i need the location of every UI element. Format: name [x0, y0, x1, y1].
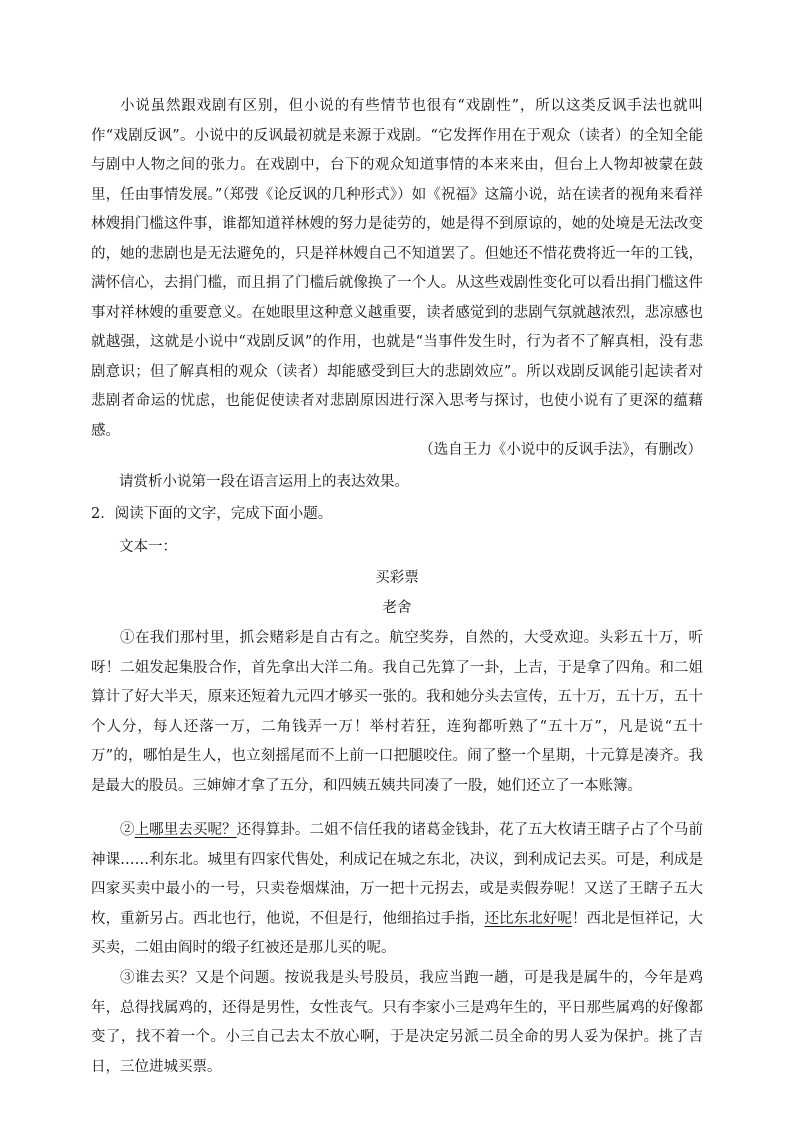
text-label: 文本一：	[119, 539, 177, 555]
paragraph-2-number: ②	[120, 822, 135, 838]
story-title: 买彩票	[375, 570, 419, 586]
question-2-heading: 2．阅读下面的文字，完成下面小题。	[91, 506, 333, 522]
paragraph-2-body: 还得算卦。二姐不信任我的诸葛金钱卦，花了五大枚请王瞎子占了个马前神课……利东北。城里有四家代售处，利成记在城之东北，决议，到利成记去买。可是，利成是四家买卖中最小的一号，只卖卷烟煤油，万一把十元拐去，或是卖假券呢！又送了王瞎子五大枚，重新另占。西北也行，他说，不但是行，他细掐过手指，	[91, 822, 704, 927]
question-1: 请赏析小说第一段在语言运用上的表达效果。	[119, 474, 409, 490]
story-author: 老舍	[382, 600, 412, 616]
essay-source: （选自王力《小说中的反讽手法》，有删改）	[419, 442, 702, 458]
story-paragraph-2	[91, 816, 703, 964]
paragraph-2-ending: ！西北是恒祥记，大买卖，二姐由阎时的缎子红被还是那儿买的呢。	[91, 910, 704, 956]
underlined-phrase-2: 还比东北好呢	[484, 910, 572, 927]
story-paragraph-3: ③谁去买？又是个问题。按说我是头号股员，我应当跑一趟，可是我是属牛的，今年是鸡年，总得找属鸡的，还得是男性，女性丧气。只有李家小三是鸡年生的，平日那些属鸡的好像都变了，找不着一个。小三自己去太不放心啊，于是决定另派二员全命的男人妥为保护。挑了吉日，三位进城买票。	[91, 970, 703, 1075]
underlined-phrase-1: 上哪里去买呢？	[134, 822, 237, 838]
story-paragraph-1: ①在我们那村里，抓会赌彩是自古有之。航空奖券，自然的，大受欢迎。头彩五十万，听呀！二姐发起集股合作，首先拿出大洋二角。我自己先算了一卦，上吉，于是拿了四角。和二姐算计了好大半天，原来还短着九元四才够买一张的。我和她分头去宣传，五十万，五十万，五十个人分，每人还落一万，二角钱弄一万！举村若狂，连狗都听熟了“五十万”，凡是说“五十万”的，哪怕是生人，也立刻摇尾而不上前一口把腿咬住。闹了整一个星期，十元算是凑齐。我是最大的股员。三婶婶才拿了五分，和四姨五姨共同凑了一股，她们还立了一本账簿。	[91, 630, 703, 794]
essay-paragraph: 小说虽然跟戏剧有区别，但小说的有些情节也很有“戏剧性”，所以这类反讽手法也就叫作“戏剧反讽”。小说中的反讽最初就是来源于戏剧。“它发挥作用在于观众（读者）的全知全能与剧中人物之间的张力。在戏剧中，台下的观众知道事情的本来来由，但台上人物却被蒙在鼓里，任由事情发展。”（郑弢《论反讽的几种形式》）如《祝福》这篇小说，站在读者的视角来看祥林嫂捐门槛这件事，谁都知道祥林嫂的努力是徒劳的，她是得不到原谅的，她的处境是无法改变的，她的悲剧也是无法避免的，只是祥林嫂自己不知道罢了。但她还不惜花费将近一年的工钱，满怀信心，去捐门槛，而且捐了门槛后就像换了一个人。从这些戏剧性变化可以看出捐门槛这件事对祥林嫂的重要意义。在她眼里这种意义越重要，读者感觉到的悲剧气氛就越浓烈，悲凉感也就越强，这就是小说中“戏剧反讽”的作用，也就是“当事件发生时，行为者不了解真相，没有悲剧意识；但了解真相的观众（读者）却能感受到巨大的悲剧效应”。所以戏剧反讽能引起读者对悲剧者命运的忧虑，也能促使读者对悲剧原因进行深入思考与探讨，也使小说有了更深的蕴藉感。	[91, 98, 703, 439]
